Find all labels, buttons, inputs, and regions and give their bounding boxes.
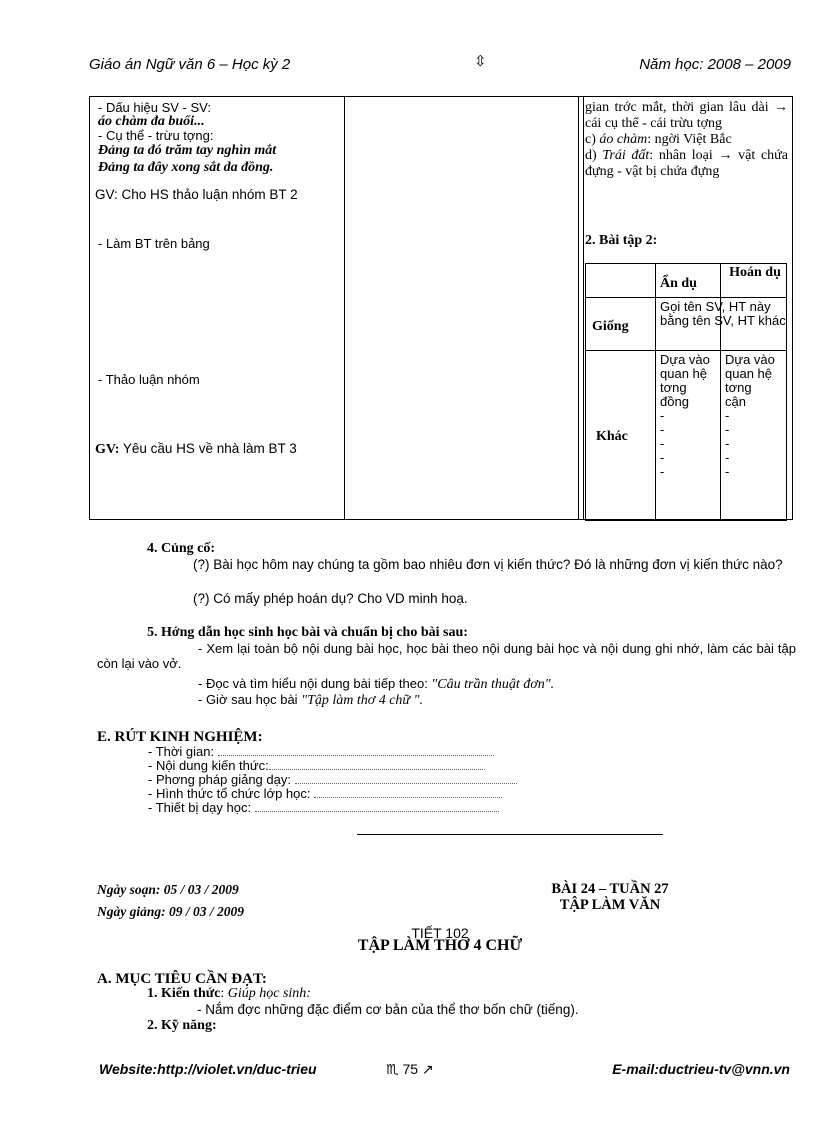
- dash: -: [725, 408, 730, 423]
- kienthuc-item: - Nắm đợc những đặc điểm cơ bản của thể thơ bốn chữ (tiếng).: [197, 1002, 579, 1017]
- col3-para-2-c: : ngời Việt Bắc: [647, 132, 732, 147]
- huongdan-l2: [198, 677, 554, 692]
- dash: -: [725, 450, 730, 465]
- header-center-icon: ⇳: [474, 52, 487, 70]
- header-right: Năm học: 2008 – 2009: [639, 56, 791, 73]
- dash: -: [725, 422, 730, 437]
- cungco-q1: (?) Bài học hôm nay chúng ta gồm bao nhiêu đơn vị kiến thức? Đó là những đơn vị kiến thức nào?: [193, 557, 783, 572]
- rutkinh-title: E. RÚT KINH NGHIỆM:: [97, 729, 263, 745]
- col2-content: [98, 101, 324, 175]
- huongdan-title: 5. Hớng dẫn học sinh học bài và chuẩn bị cho bài sau:: [147, 625, 468, 640]
- rutkinh-item-3: [148, 773, 517, 787]
- dash: -: [660, 408, 665, 423]
- khac-hoan-du-text: Dựa vào quan hệ tơng cận: [725, 352, 775, 409]
- table-col-divider-2: [578, 97, 579, 519]
- mon-hoc: TẬP LÀM VĂN: [559, 897, 661, 913]
- col2-line-2: áo chàm đa buổi...: [98, 114, 205, 129]
- huongdan-l3: [198, 693, 423, 708]
- ngay-giang: Ngày giảng: 09 / 03 / 2009: [97, 904, 244, 919]
- col3-para-1: gian trớc mắt, thời gian lâu dài → cái cụ thể - cái trừu tợng: [585, 100, 788, 131]
- muctieu-title: A. MỤC TIÊU CẦN ĐẠT:: [97, 971, 267, 987]
- ngay-soan: Ngày soạn: 05 / 03 / 2009: [97, 882, 239, 897]
- lesson-title: TẬP LÀM THƠ 4 CHỮ: [357, 937, 523, 954]
- sub-hline-1: [586, 297, 786, 298]
- rutkinh-item-2: [148, 759, 517, 773]
- lesson-table: [89, 96, 793, 520]
- footer-ornament-left-icon: ♏: [386, 1062, 399, 1078]
- col3-para-3: [585, 148, 788, 180]
- cungco-q2: (?) Có mấy phép hoán dụ? Cho VD minh hoạ.: [193, 591, 468, 606]
- kienthuc-line: [147, 986, 311, 1002]
- rutkinh-item-5: [148, 801, 517, 815]
- fill-line: [295, 773, 517, 784]
- col2-line-7: - Thảo luận nhóm: [98, 372, 200, 387]
- section-divider: [357, 834, 663, 835]
- col3-para-2-a: c): [585, 132, 600, 147]
- page-number: 75: [402, 1061, 419, 1077]
- huongdan-l3-a: - Giờ sau học bài: [198, 692, 302, 707]
- sub-vline-1: [655, 264, 656, 520]
- tiet-number: TIẾT 102: [411, 925, 469, 941]
- col3-para-3-a: d): [585, 148, 603, 163]
- fill-line: [269, 759, 485, 770]
- bai-tuan: BÀI 24 – TUẦN 27: [551, 881, 669, 897]
- header-an-du: Ẩn dụ: [660, 276, 697, 291]
- col2-line-3: - Cụ thể - trừu tợng:: [98, 128, 214, 143]
- fill-line: [255, 801, 499, 812]
- khac-an-du-text: Dựa vào quan hệ tơng đồng: [660, 352, 710, 409]
- rutkinh-item-3-label: - Phơng pháp giảng dạy:: [148, 772, 291, 787]
- col3-para-3-c: : nhân loại → vật chứa đựng - vật bị chứa đựng: [585, 148, 788, 179]
- fill-line: [314, 787, 502, 798]
- comparison-table: [585, 263, 787, 521]
- footer-page: [386, 1061, 434, 1078]
- rutkinh-item-5-label: - Thiết bị dạy học:: [148, 800, 252, 815]
- gv-instruction-1: GV: Cho HS thảo luận nhóm BT 2: [95, 187, 298, 202]
- dash: -: [660, 436, 665, 451]
- col2-line-1: - Dấu hiệu SV - SV:: [98, 100, 211, 115]
- rutkinh-item-1-label: - Thời gian:: [148, 744, 215, 759]
- row-giong-label: Giống: [592, 319, 629, 334]
- gv-instruction-2-text: Yêu cầu HS về nhà làm BT 3: [119, 441, 297, 456]
- header-left: Giáo án Ngữ văn 6 – Học kỳ 2: [89, 56, 291, 73]
- dash: -: [660, 464, 665, 479]
- rutkinh-list: [148, 745, 517, 815]
- row-giong-text: Gọi tên SV, HT này bằng tên SV, HT khác: [660, 299, 786, 328]
- dash: -: [660, 450, 665, 465]
- col3-para-3-b: Trái đất: [602, 148, 650, 163]
- col3-content: [585, 100, 788, 180]
- col2-line-5: Đảng ta đây xong sắt da đồng.: [98, 160, 274, 175]
- gv-instruction-2: [95, 442, 341, 457]
- row-khac-label: Khác: [596, 429, 628, 444]
- header-hoan-du: Hoán dụ: [729, 265, 781, 280]
- table-col-divider-3: [583, 97, 584, 519]
- kynang-title: 2. Kỹ năng:: [147, 1018, 217, 1033]
- row-khac-an-du: [660, 353, 710, 479]
- col3-para-2: [585, 132, 788, 148]
- footer-email: E-mail:ductrieu-tv@vnn.vn: [612, 1061, 790, 1077]
- dash: -: [660, 422, 665, 437]
- col2-line-6: - Làm BT trên bảng: [98, 236, 210, 251]
- bt2-title: 2. Bài tập 2:: [585, 233, 658, 248]
- huongdan-l2-b: "Câu trần thuật đơn".: [431, 677, 555, 692]
- footer-ornament-right-icon: ↗: [421, 1062, 434, 1078]
- kienthuc-colon: :: [220, 986, 228, 1001]
- col2-line-4: Đảng ta đó trăm tay nghìn mắt: [98, 143, 277, 158]
- huongdan-l2-a: - Đọc và tìm hiểu nội dung bài tiếp theo:: [198, 676, 432, 691]
- rutkinh-item-2-label: - Nội dung kiến thức:: [148, 758, 269, 773]
- sub-hline-2: [586, 350, 786, 351]
- table-col-divider-1: [344, 97, 345, 519]
- dash: -: [725, 464, 730, 479]
- fill-line: [218, 745, 494, 756]
- rutkinh-item-1: [148, 745, 517, 759]
- rutkinh-item-4-label: - Hình thức tổ chức lớp học:: [148, 786, 311, 801]
- rutkinh-item-4: [148, 787, 517, 801]
- row-khac-hoan-du: [725, 353, 775, 479]
- footer-website: Website:http://violet.vn/duc-trieu: [99, 1061, 317, 1077]
- col3-para-2-b: áo chàm: [599, 132, 648, 147]
- gv-label: GV:: [95, 442, 120, 457]
- kienthuc-italic: Giúp học sinh:: [227, 986, 311, 1001]
- cungco-title: 4. Củng cố:: [147, 541, 216, 556]
- huongdan-l3-b: "Tập làm thơ 4 chữ ".: [301, 693, 423, 708]
- dash: -: [725, 436, 730, 451]
- huongdan-l1: - Xem lại toàn bộ nội dung bài học, học bài theo nội dung bài học và nội dung ghi nhớ, làm các bài tập còn lại vào vở.: [97, 641, 796, 671]
- kienthuc-label: 1. Kiến thức: [147, 986, 221, 1001]
